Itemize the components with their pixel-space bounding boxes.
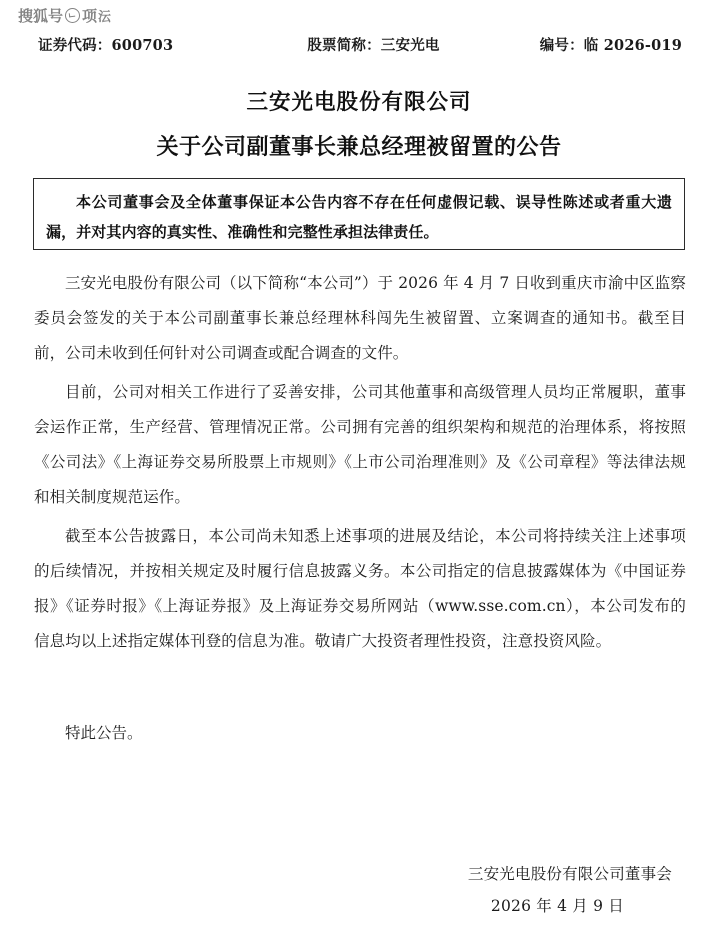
stock-short-name: 股票简称：三安光电 (307, 37, 440, 54)
disclaimer-text: 本公司董事会及全体董事保证本公告内容不存在任何虚假记载、误导性陈述或者重大遗漏，并对其内容的真实性、准确性和完整性承担法律责任。 (46, 193, 672, 241)
watermark-tail: 沄 (98, 10, 112, 25)
body-paragraph-3: 截至本公告披露日，本公司尚未知悉上述事项的进展及结论，本公司将持续关注上述事项的后续情况，并按相关规定及时履行信息披露义务。本公司指定的信息披露媒体为《中国证券报》《证券时报》《上海证券报》及上海证券交易所网站（www.sse.com.cn），本公司发布的信息均以上述指定媒体刊登的信息为准。敬请广大投资者理性投资，注意投资风险。 (34, 527, 686, 650)
page-title-subject: 关于公司副董事长兼总经理被留置的公告 (156, 134, 562, 160)
signature-company: 三安光电股份有限公司董事会 (467, 865, 672, 883)
sohu-circle-logo-icon (65, 8, 80, 23)
sohu-watermark (18, 5, 111, 26)
watermark-prefix: 搜狐号 (18, 7, 64, 25)
signature-block (34, 858, 686, 922)
announcement-number: 编号：临 2026-019 (539, 37, 682, 54)
disclaimer-box (33, 178, 685, 250)
security-code: 证券代码：600703 (38, 37, 174, 54)
signature-date: 2026 年 4 月 9 日 (490, 897, 624, 915)
document-header-row (38, 34, 686, 55)
page-title-company: 三安光电股份有限公司 (246, 90, 472, 115)
document-body (34, 266, 686, 659)
watermark-suffix: 项 (82, 7, 98, 25)
body-paragraph-1: 三安光电股份有限公司（以下简称“本公司”）于 2026 年 4 月 7 日收到重庆市渝中区监察委员会签发的关于本公司副董事长兼总经理林科闯先生被留置、立案调查的通知书。截至目前，公司未收到任何针对公司调查或配合调查的文件。 (34, 274, 686, 362)
body-paragraph-2: 目前，公司对相关工作进行了妥善安排，公司其他董事和高级管理人员均正常履职，董事会运作正常，生产经营、管理情况正常。公司拥有完善的组织架构和规范的治理体系，将按照《公司法》《上海证券交易所股票上市规则》《上市公司治理准则》及《公司章程》等法律法规和相关制度规范运作。 (34, 383, 686, 506)
closing-note: 特此公告。 (65, 724, 143, 742)
